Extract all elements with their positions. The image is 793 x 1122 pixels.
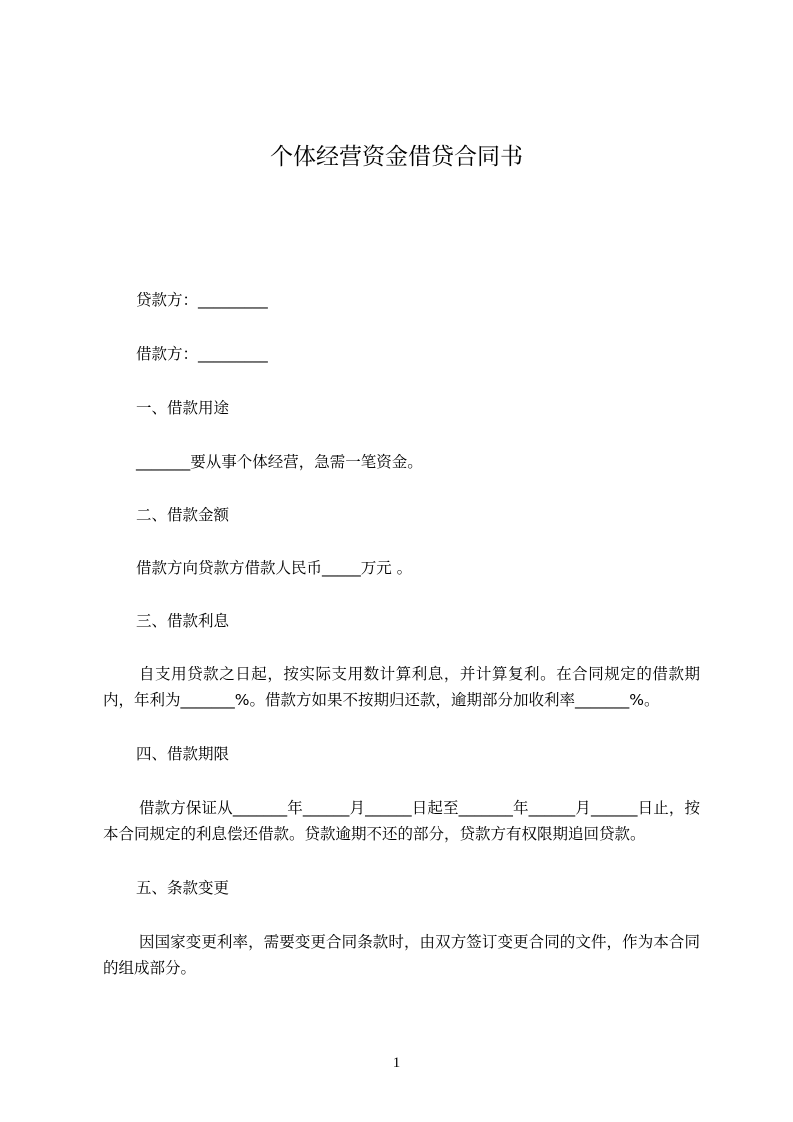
page-number: 1: [392, 1055, 401, 1071]
section-heading-amendment: 五、条款变更: [136, 879, 230, 897]
borrower-line: 借款方：_________: [136, 345, 268, 363]
section-heading-purpose: 一、借款用途: [136, 399, 230, 417]
section-body-amount: 借款方向贷款方借款人民币_____万元 。: [136, 559, 413, 577]
section-body-term: 借款方保证从_______年______月______日起至_______年______月______日止，按本合同规定的利息偿还借款。贷款逾期不还的部分，贷款方有权限期追回贷款。: [103, 799, 700, 843]
lender-line: 贷款方：_________: [136, 291, 268, 309]
section-heading-term: 四、借款期限: [136, 745, 230, 763]
section-body-interest: 自支用贷款之日起，按实际支用数计算利息，并计算复利。在合同规定的借款期内，年利为_______%。借款方如果不按期归还款，逾期部分加收利率_______%。: [103, 665, 700, 709]
section-heading-interest: 三、借款利息: [136, 612, 230, 630]
section-body-purpose: _______要从事个体经营，急需一笔资金。: [136, 453, 423, 471]
section-body-amendment: 因国家变更利率，需要变更合同条款时，由双方签订变更合同的文件，作为本合同的组成部分。: [103, 933, 700, 977]
section-heading-amount: 二、借款金额: [136, 506, 230, 524]
document-title: 个体经营资金借贷合同书: [270, 144, 523, 170]
